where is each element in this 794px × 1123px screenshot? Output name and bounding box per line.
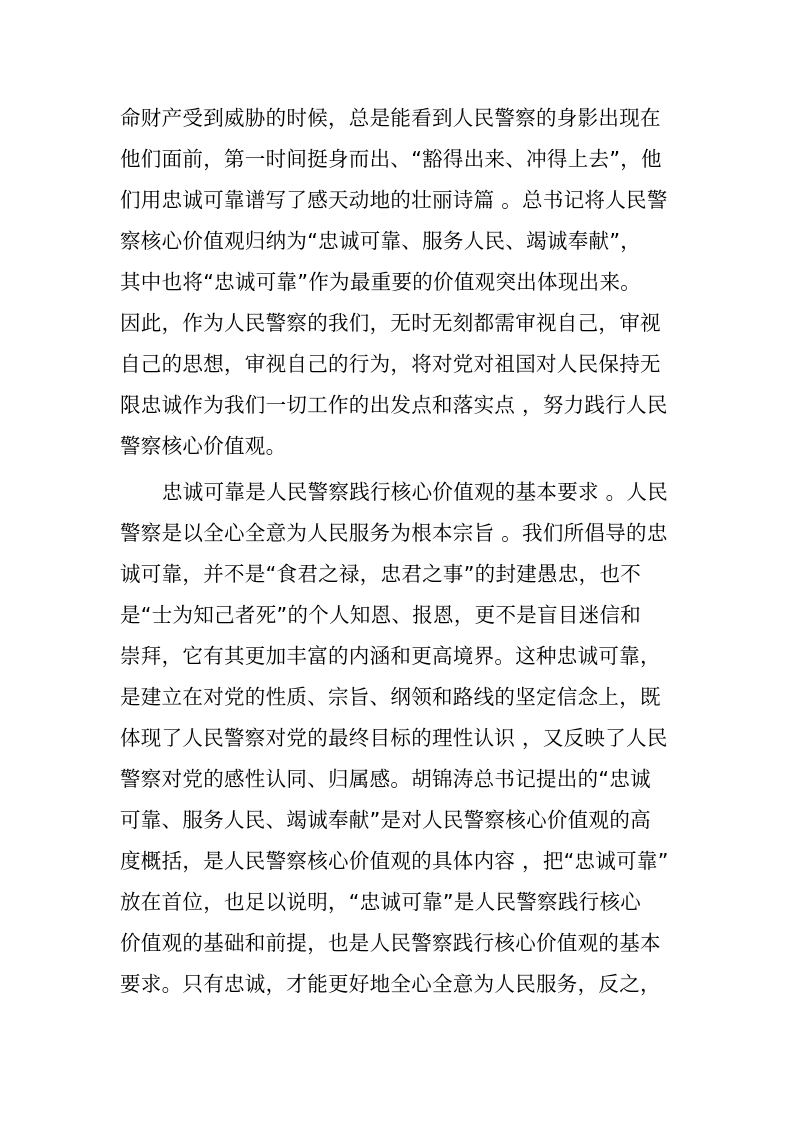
paragraph-1-line-7: 自己的思想，审视自己的行为，将对党对祖国对人民保持无 <box>120 352 661 376</box>
paragraph-2-line-2: 警察是以全心全意为人民服务为根本宗旨 。我们所倡导的忠 <box>120 521 668 545</box>
paragraph-2-line-12: 价值观的基础和前提，也是人民警察践行核心价值观的基本 <box>120 931 661 955</box>
paragraph-1-line-9: 警察核心价值观。 <box>120 434 287 458</box>
paragraph-2-line-3: 诚可靠，并不是“食君之禄，忠君之事”的封建愚忠，也不 <box>120 562 642 586</box>
paragraph-1-line-4: 察核心价值观归纳为“忠诚可靠、服务人民、竭诚奉献”， <box>120 229 642 253</box>
paragraph-2-line-13: 要求。只有忠诚，才能更好地全心全意为人民服务，反之， <box>120 972 661 996</box>
paragraph-1-line-2: 他们面前，第一时间挺身而出、“豁得出来、冲得上去”，他 <box>120 147 662 171</box>
paragraph-1-line-5: 其中也将“忠诚可靠”作为最重要的价值观突出体现出来。 <box>120 270 642 294</box>
paragraph-2-line-8: 警察对党的感性认同、归属感。胡锦涛总书记提出的“忠诚 <box>120 767 651 791</box>
paragraph-2-line-4: 是“士为知己者死”的个人知恩、报恩，更不是盲目迷信和 <box>120 603 642 627</box>
paragraph-1-line-8: 限忠诚作为我们一切工作的出发点和落实点 ，努力践行人民 <box>120 393 668 417</box>
paragraph-2-line-7: 体现了人民警察对党的最终目标的理性认识 ，又反映了人民 <box>120 726 668 750</box>
paragraph-1-line-1: 命财产受到威胁的时候，总是能看到人民警察的身影出现在 <box>120 106 661 130</box>
paragraph-2-line-5: 崇拜，它有其更加丰富的内涵和更高境界。这种忠诚可靠， <box>120 644 661 668</box>
paragraph-1-line-3: 们用忠诚可靠谱写了感天动地的壮丽诗篇 。总书记将人民警 <box>120 188 668 212</box>
paragraph-2-line-10: 度概括，是人民警察核心价值观的具体内容 ，把“忠诚可靠” <box>120 849 669 873</box>
paragraph-1-line-6: 因此，作为人民警察的我们，无时无刻都需审视自己，审视 <box>120 311 661 335</box>
paragraph-2-line-6: 是建立在对党的性质、宗旨、纲领和路线的坚定信念上，既 <box>120 685 661 709</box>
paragraph-2-line-11: 放在首位，也足以说明，“忠诚可靠”是人民警察践行核心 <box>120 890 642 914</box>
paragraph-2-line-9: 可靠、服务人民、竭诚奉献”是对人民警察核心价值观的高 <box>120 808 651 832</box>
paragraph-2-line-1: 忠诚可靠是人民警察践行核心价值观的基本要求 。人民 <box>162 480 669 504</box>
